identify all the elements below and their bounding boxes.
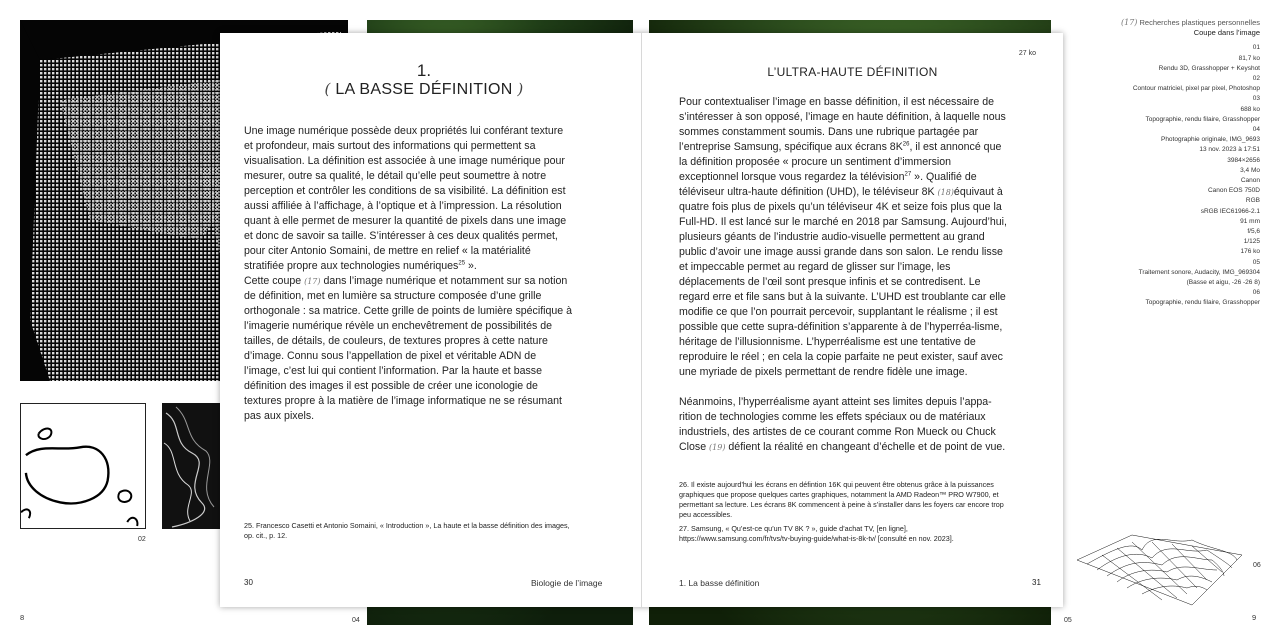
right-footnotes	[679, 480, 1009, 548]
right-text-run-c: ». Qualifié de téléviseur ultra-haute définition (UHD), le téléviseur 8K	[679, 171, 977, 198]
mesh-05-label: 05	[1064, 617, 1072, 624]
margin-info-line: 1/125	[1243, 238, 1260, 246]
outer-folio-left: 8	[20, 613, 25, 622]
margin-info-line: 06	[1252, 289, 1260, 297]
margin-info-line: 91 mm	[1240, 217, 1260, 225]
file-size-label: 27 ko	[1018, 50, 1036, 57]
footnote-27: 27. Samsung, « Qu’est-ce qu’un TV 8K ? », guide d’achat TV, [en ligne], https://www.samsung.com/fr/tvs/tv-buying-guide/what-is-8k-tv/ [consulté en nov. 2023].	[679, 524, 954, 543]
margin-info-line: 13 nov. 2023 à 17:51	[1199, 146, 1260, 154]
right-page	[642, 33, 1063, 607]
left-text-run-end: ».	[465, 260, 477, 272]
margin-info-line: Traitement sonore, Audacity, IMG_969304	[1138, 268, 1260, 276]
left-running-title: Biologie de l’image	[531, 578, 603, 588]
left-body-text	[244, 124, 572, 424]
bracket-right-decoration: )	[517, 80, 524, 98]
photo-04-label: 04	[352, 617, 360, 624]
left-text-run-c: dans l’image numérique et notamment sur sa notion de définition, met en lumière sa structure composée d’une grille orthogonale : sa matrice. Cette grille de points de lumière spécifique à l’imagerie numérique révèle un enchevêtrement de possibilités de tailles, de détails, de couleurs, de textures propres à cette nature d’image. Connu sous l’appellation de pixel et véritable ADN de l’image, c’est lui qui contient l’information. Par la haute et basse définition des images il est possible de créer une iconologie de textures propre à la matière de l’image informatique ne se résumant pas aux pixels.	[244, 275, 572, 422]
margin-info-line: 01	[1252, 44, 1260, 52]
margin-info-line: 04	[1252, 126, 1260, 134]
margin-info-line: 176 ko	[1240, 248, 1260, 256]
margin-info-line: Canon EOS 750D	[1207, 187, 1260, 195]
figure-ref-18: (18)	[937, 188, 954, 197]
right-running-title: 1. La basse définition	[679, 578, 760, 588]
wireframe-mesh-image	[1072, 520, 1252, 610]
right-paragraph-2	[679, 395, 1009, 455]
chapter-number: 1.	[416, 61, 432, 80]
outer-folio-right: 9	[1252, 613, 1257, 622]
margin-info-line: sRGB IEC61966-2.1	[1200, 207, 1260, 215]
footnote-ref-27: 27	[904, 171, 912, 178]
bracket-left-decoration: (	[324, 80, 331, 98]
right-text-run-f: défient la réalité en changeant d’échelle et de point de vue.	[725, 441, 1006, 453]
right-text-run-b: , il est annoncé que la définition proposée « procure un sentiment d’immersion exceptionnel lorsque vous regardez la télévision	[679, 141, 1002, 183]
margin-info-line: Rendu 3D, Grasshopper + Keyshot	[1158, 64, 1260, 72]
left-footnotes	[244, 521, 579, 545]
margin-info-line: RGB	[1245, 197, 1260, 205]
footnote-25: 25. Francesco Casetti et Antonio Somaini, « Introduction », La haute et la basse définition des images, op. cit., p. 12.	[244, 521, 570, 540]
footnote-ref-26: 26	[902, 141, 910, 148]
footnote-ref-25: 25	[458, 260, 466, 267]
margin-info-line: Canon	[1240, 177, 1260, 185]
thumb-02-label: 02	[138, 536, 146, 543]
margin-info-line: 3984×2656	[1227, 156, 1260, 164]
right-folio: 31	[1032, 578, 1041, 587]
margin-info-line: 81,7 ko	[1238, 54, 1260, 62]
margin-info-line: f/5,6	[1247, 228, 1260, 236]
left-text-run: Une image numérique possède deux propriétés lui conférant texture et profondeur, mais surtout des informations qui permettent sa visualisation. La définition est associée à une image numérique pour mesurer, outre sa qualité, le détail qu’elle peut soumettre à notre perception et contrôler les conditions de sa visibilité. La définition est aussi affiliée à l’affichage, à l’optique et à l’impression. La résolution quant à elle permet de mesurer la quantité de pixels dans une image et donc de savoir sa taille. S’intéresser à ces deux qualités permet, pour citer Antonio Somaini, de mettre en relief « la matérialité stratifiée propre aux technologies numériques	[244, 125, 567, 272]
figure-ref-19: (19)	[709, 443, 726, 452]
topography-graphic	[162, 403, 222, 529]
topography-thumbnail	[162, 403, 222, 529]
right-text-run-e: Néanmoins, l’hyperréalisme ayant atteint ses limites depuis l’appa-rition de technologies comme les effets spéciaux ou de matériaux industriels, des artistes de ce courant comme Ron Mueck ou Chuck Close	[679, 396, 996, 453]
margin-info-line: (Basse et aigu, -26 -26 8)	[1186, 279, 1260, 287]
left-paragraph	[244, 124, 572, 424]
book-spread	[220, 33, 1063, 607]
margin-info-line: 3,4 Mo	[1240, 166, 1260, 174]
mesh-06-label: 06	[1253, 562, 1261, 569]
margin-info-header	[1020, 18, 1260, 28]
contour-thumbnail	[20, 403, 146, 529]
margin-info-line: Photographie originale, IMG_9693	[1160, 136, 1260, 144]
margin-info-subheader: Coupe dans l’image	[1193, 28, 1260, 38]
left-page	[220, 33, 641, 607]
left-folio: 30	[244, 578, 253, 587]
footnote-26: 26. Il existe aujourd’hui les écrans en défintion 16K qui peuvent être obtenus grâce à la puissances graphiques que propose quelques cartes graphiques, notamment la AMD Radeon™ PRO W7900, et permettant sa lecture. Les écrans 8K commencent à peine à s’installer dans les foyers car encore trop peu accessibles.	[679, 480, 1004, 519]
margin-info-line: Contour matriciel, pixel par pixel, Photoshop	[1132, 85, 1260, 93]
section-title: L’ULTRA-HAUTE DÉFINITION	[767, 65, 938, 79]
wireframe-mesh-graphic	[1072, 520, 1252, 610]
contour-graphic	[21, 404, 145, 528]
margin-info-lines	[1020, 43, 1260, 308]
chapter-title: LA BASSE DÉFINITION	[335, 81, 513, 98]
margin-info-header-text: Recherches plastiques personnelles	[1137, 18, 1260, 27]
margin-info-line: 05	[1252, 258, 1260, 266]
margin-info-line: 03	[1252, 95, 1260, 103]
right-text-run-a: Pour contextualiser l’image en basse définition, il est nécessaire de s’intéresser à son opposé, l’image en haute définition, à laquelle nous sommes constamment soumis. Dans une rubrique partagée par l’entreprise Samsung, spécifique aux écrans 8K	[679, 96, 1006, 153]
margin-info-line: Topographie, rendu filaire, Grasshopper	[1145, 299, 1260, 307]
right-paragraph-1	[679, 95, 1009, 380]
right-text-run-d: équivaut à quatre fois plus de pixels qu’un téléviseur 4K et seize fois plus que la Full-HD. Il est lancé sur le marché en 2018 par Samsung. Aujourd’hui, plusieurs géants de l’industrie audio-visuelle permettent au grand public d’avoir une image aussi grande dans son salon. Le rendu lisse et impeccable permet au regard de glisser sur l’image, les déplacements de l’œil sont presque infinis et se contredisent. Le regard erre et file sans but à la suivante. L’UHD est troublante car elle modifie ce que l’on pourrait percevoir, supplantant le réalisme ; il est possible que cette supra-définition s’apparente à de l’hyperréa-lisme, héritage de l’illusionnisme. L’hyperréalisme est une tentative de reproduire le réel ; en cela la copie parfaite ne peut exister, sauf avec une myriade de pixels permettant de rendre fidèle une image.	[679, 186, 1007, 378]
margin-info-line: 688 ko	[1240, 105, 1260, 113]
margin-info-column	[1020, 18, 1260, 309]
margin-info-line: Topographie, rendu filaire, Grasshopper	[1145, 115, 1260, 123]
figure-ref-17-margin: (17)	[1121, 18, 1138, 27]
right-body-text	[679, 95, 1009, 455]
chapter-title-block	[220, 80, 628, 99]
margin-info-line: 02	[1252, 75, 1260, 83]
left-text-run-b: Cette coupe	[244, 275, 302, 287]
figure-ref-17: (17)	[304, 277, 321, 286]
